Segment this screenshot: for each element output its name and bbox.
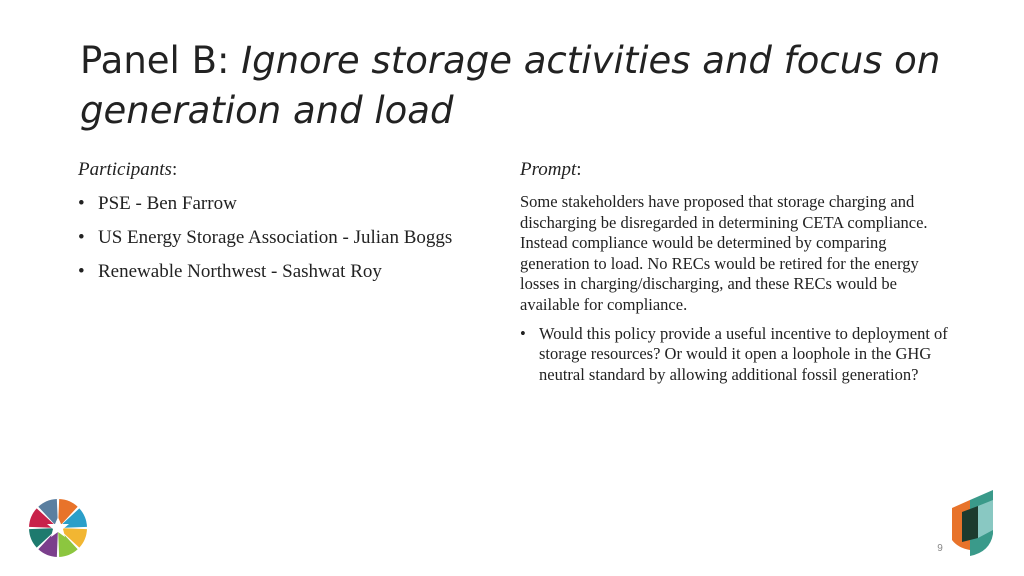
title-emphasis: Ignore storage activities and focus on generation and load bbox=[80, 39, 941, 132]
brand-logo-icon bbox=[950, 490, 995, 558]
prompt-question: • Would this policy provide a useful incentive to deployment of storage resources? Or would it open a loophole in the GHG neutral standard by allowing additional fossil generation? bbox=[520, 324, 960, 386]
prompt-body: Some stakeholders have proposed that storage charging and discharging be disregarded in determining CETA compliance. Instead compliance would be determined by comparing generation to load. No RECs would be retired for the energy losses in charging/discharging, and these RECs would be available for compliance. bbox=[520, 192, 928, 314]
prompt-question-list bbox=[520, 324, 960, 386]
participants-section bbox=[78, 158, 508, 294]
page-number: 9 bbox=[937, 543, 943, 554]
prompt-section bbox=[520, 158, 960, 385]
participant-item: • PSE - Ben Farrow bbox=[78, 192, 508, 216]
slide-title bbox=[80, 36, 980, 136]
star-logo-icon bbox=[28, 498, 88, 558]
prompt-heading: Prompt: bbox=[520, 159, 582, 180]
participant-item: • Renewable Northwest - Sashwat Roy bbox=[78, 260, 508, 284]
participants-heading: Participants: bbox=[78, 159, 178, 180]
title-prefix: Panel B: bbox=[80, 39, 242, 82]
participant-item: • US Energy Storage Association - Julian Boggs bbox=[78, 226, 508, 250]
participants-list bbox=[78, 192, 508, 284]
